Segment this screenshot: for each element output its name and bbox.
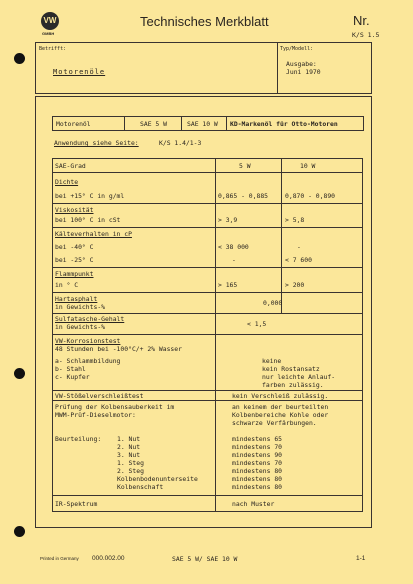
korrosion-r1: keine [262,357,282,365]
kolben-item: 1. Steg [117,459,144,467]
kolben-item: Kolbenschaft [117,483,164,491]
ausgabe-value: Juni 1970 [286,68,321,76]
korrosion-r3: nur leichte Anlauf- [262,373,336,381]
footer-center: SAE 5 W/ SAE 10 W [172,555,238,563]
col-5w: 5 W [239,162,251,170]
korrosion-r4: farben zulässig. [262,381,324,389]
kolben-r3: schwarze Verfärbungen. [232,419,317,427]
kolben-item-value: mindestens 65 [232,435,283,443]
kolben-item: Kolbenbodenunterseite [117,475,198,483]
row-label: in Gewichts-% [55,303,106,311]
korrosion-r2: kein Rostansatz [262,365,320,373]
kolben-item-value: mindestens 80 [232,467,283,475]
page-number: 1-1 [356,555,366,562]
kolben-item-value: mindestens 80 [232,475,283,483]
row-label: in ° C [55,281,79,289]
betrifft-label: Betrifft: [39,46,67,52]
row-label: Hartasphalt [55,295,98,303]
korrosion-a: a- Schlammbildung [55,357,121,365]
anwendung-value: K/S 1.4/1-3 [159,139,202,147]
korrosion-label: VW-Korrosionstest [55,337,121,345]
page-title: Technisches Merkblatt [140,14,269,29]
row-label: Viskosität [55,206,94,214]
kolben-item: 2. Steg [117,467,144,475]
row-value: 0,865 - 0,885 [218,192,269,200]
anwendung-label: Anwendung siehe Seite: [54,139,139,147]
row-label: Sulfatasche-Gehalt [55,315,125,323]
kolben-item: 1. Nut [117,435,141,443]
stoessel-value: kein Verschleiß zulässig. [232,392,329,400]
row-value: > 3,9 [218,216,238,224]
vw-logo: VW [41,12,59,30]
row-value: < 7 600 [285,256,312,264]
kolben-r2: Kolbenbereiche Kohle oder [232,411,329,419]
nr-label: Nr. [353,13,370,28]
row-value: - [232,256,236,264]
kolben-item-value: mindestens 70 [232,443,283,451]
korrosion-b: b- Stahl [55,365,86,373]
row-label: in Gewichts-% [55,323,106,331]
punch-hole [14,53,25,64]
punch-hole [14,368,25,379]
row-label: Flammpunkt [55,270,94,278]
spec-brand: KD-Markenöl für Otto-Motoren [230,120,338,128]
row-label: bei -25° C [55,256,94,264]
kolben-l2: MWM-Prüf-Dieselmotor: [55,411,136,419]
nr-value: K/S 1.5 [352,31,380,39]
row-label: bei 100° C in cSt [55,216,121,224]
row-value: 0,000 [263,299,283,307]
kolben-l1: Prüfung der Kolbensauberkeit im [55,403,175,411]
row-value: > 5,8 [285,216,305,224]
beurteilung-label: Beurteilung: [55,435,102,443]
kolben-item: 2. Nut [117,443,141,451]
korrosion-sub: 48 Stunden bei -100°C/+ 2% Wasser [55,345,182,353]
kolben-item: 3. Nut [117,451,141,459]
property-table [52,158,363,512]
ir-label: IR-Spektrum [55,500,98,508]
printed-label: Printed in Germany [40,556,79,561]
kolben-r1: an keinem der beurteilten [232,403,329,411]
col-10w: 10 W [300,162,316,170]
kolben-item-value: mindestens 70 [232,459,283,467]
row-value: > 165 [218,281,238,289]
row-value: - [297,243,301,251]
brand-label: GMBH [42,31,55,36]
col-head: SAE-Grad [55,162,86,170]
row-label: Dichte [55,178,79,186]
punch-hole [14,526,25,537]
korrosion-c: c- Kupfer [55,373,90,381]
betrifft-value: Motorenöle [53,68,106,76]
row-value: 0,870 - 0,890 [285,192,336,200]
row-label: Kälteverhalten in cP [55,230,132,238]
row-value: < 38 000 [218,243,249,251]
kolben-item-value: mindestens 80 [232,483,283,491]
footer-code: 000.002.00 [92,555,125,562]
row-label: bei -40° C [55,243,94,251]
row-value: < 1,5 [247,320,267,328]
row-label: bei +15° C in g/ml [55,192,125,200]
spec-oil: Motorenöl [56,120,91,128]
typ-label: Typ/Modell: [280,46,314,52]
kolben-item-value: mindestens 90 [232,451,283,459]
row-value: > 200 [285,281,305,289]
ausgabe-label: Ausgabe: [286,60,317,68]
ir-value: nach Muster [232,500,275,508]
stoessel-label: VW-Stößelverschleißtest [55,392,144,400]
spec-sae5: SAE 5 W [140,120,167,128]
spec-sae10: SAE 10 W [187,120,218,128]
